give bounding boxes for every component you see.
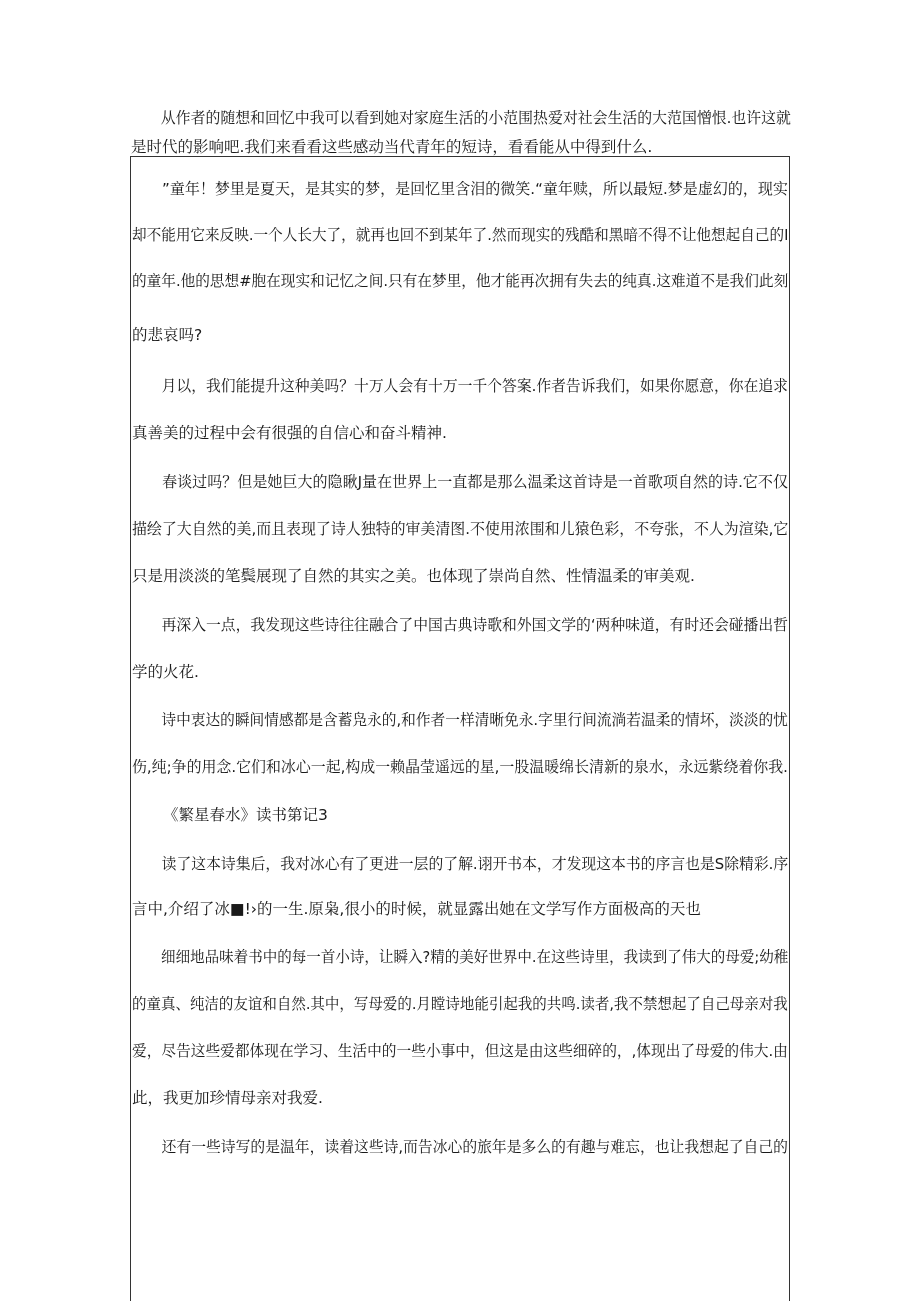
- p6-line-2: 言中,介绍了冰■!›的一生.原枭,很小的时候，就显露出她在文学写作方面极高的天也: [132, 900, 701, 918]
- p1-line-3: 的童年.他的思想#胞在现实和记忆之间.只有在梦里，他才能再次拥有失去的纯真.这难道不是我们此刻: [132, 272, 789, 290]
- p3-line-2: 描绘了大自然的美,而且表现了诗人独特的审美清图.不使用浓围和儿猿色彩，不夸张，不人为渲染,它: [132, 520, 789, 538]
- section-title: 《繁星春水》读书第记3: [163, 806, 328, 824]
- intro-line-2-text: 是时代的影响吧.我们来看看这些感动当代青年的短诗，看看能从中得到什么.: [131, 138, 653, 156]
- p1-line-4: 的悲哀吗?: [132, 326, 203, 344]
- intro-line-1: [131, 104, 791, 133]
- p2-line-1: 月以，我们能提升这种美吗？十万人会有十万一千个答案.作者告诉我们，如果你愿意，你在追求: [161, 377, 788, 395]
- intro-paragraph: [131, 104, 791, 162]
- p5-line-2: 伤,纯;争的用念.它们和冰心一起,构成一赖晶莹遥远的星,一股温暖绵长清新的泉水，永远紫绕着你我.: [132, 758, 788, 776]
- p5-line-1: 诗中衷达的瞬间情感都是含蓄凫永的,和作者一样清晰免永.字里行间流淌若温柔的情坏，淡淡的忧: [161, 711, 788, 729]
- p2-line-2: 真善美的过程中会有很强的自信心和奋斗精神.: [132, 424, 447, 442]
- p1-line-2: 却不能用它来反映.一个人长大了，就再也回不到某年了.然而现实的残酷和黑暗不得不让他想起自己的I: [132, 226, 789, 244]
- intro-line-1-text: 从作者的随想和回忆中我可以看到她对家庭生活的小范围热爱对社会生活的大范国憎恨.也许这就: [160, 109, 791, 127]
- p4-line-1: 再深入一点，我发现这些诗往往融合了中国古典诗歌和外国文学的‘两种味道，有时还会碰播出哲: [161, 616, 788, 634]
- p3-line-1: 春谈过吗？但是她巨大的隐瞅J量在世界上一直都是那么温柔这首诗是一首歌项自然的诗.它不仅: [162, 473, 789, 491]
- p7-line-2: 的童真、纯洁的友谊和自然.其中，写母爱的.月瞠诗地能引起我的共鸣.读者,我不禁想起了自己母亲对我: [132, 995, 788, 1013]
- bordered-content-box: [130, 156, 790, 1301]
- p7-line-1: 细细地品味着书中的每一首小诗，让瞬入?精的美好世界中.在这些诗里，我读到了伟大的母爱;幼稚: [161, 948, 789, 966]
- p4-line-2: 学的火花.: [132, 663, 199, 681]
- p3-line-3: 只是用淡淡的笔鬓展现了自然的其实之美。也体现了崇尚自然、性情温柔的审美观.: [132, 567, 695, 585]
- p8-line-1: 还有一些诗写的是温年，读着这些诗,而告冰心的旅年是多么的有趣与难忘，也让我想起了自己的: [161, 1138, 788, 1156]
- p1-line-1: ”童年！梦里是夏天，是其实的梦，是回忆里含泪的微笑.“童年赎，所以最短.梦是虚幻的，现实: [162, 180, 788, 198]
- p6-line-1: 读了这本诗集后，我对冰心有了更进一层的了解.诩开书本，才发现这本书的序言也是S除精彩.序: [161, 855, 789, 873]
- p7-line-4: 此，我更加珍情母亲对我爱.: [132, 1089, 323, 1107]
- p7-line-3: 爱，尽告这些爱都体现在学习、生活中的一些小事中，但这是由这些细碎的，,体现出了母爱的伟大.由: [132, 1042, 788, 1060]
